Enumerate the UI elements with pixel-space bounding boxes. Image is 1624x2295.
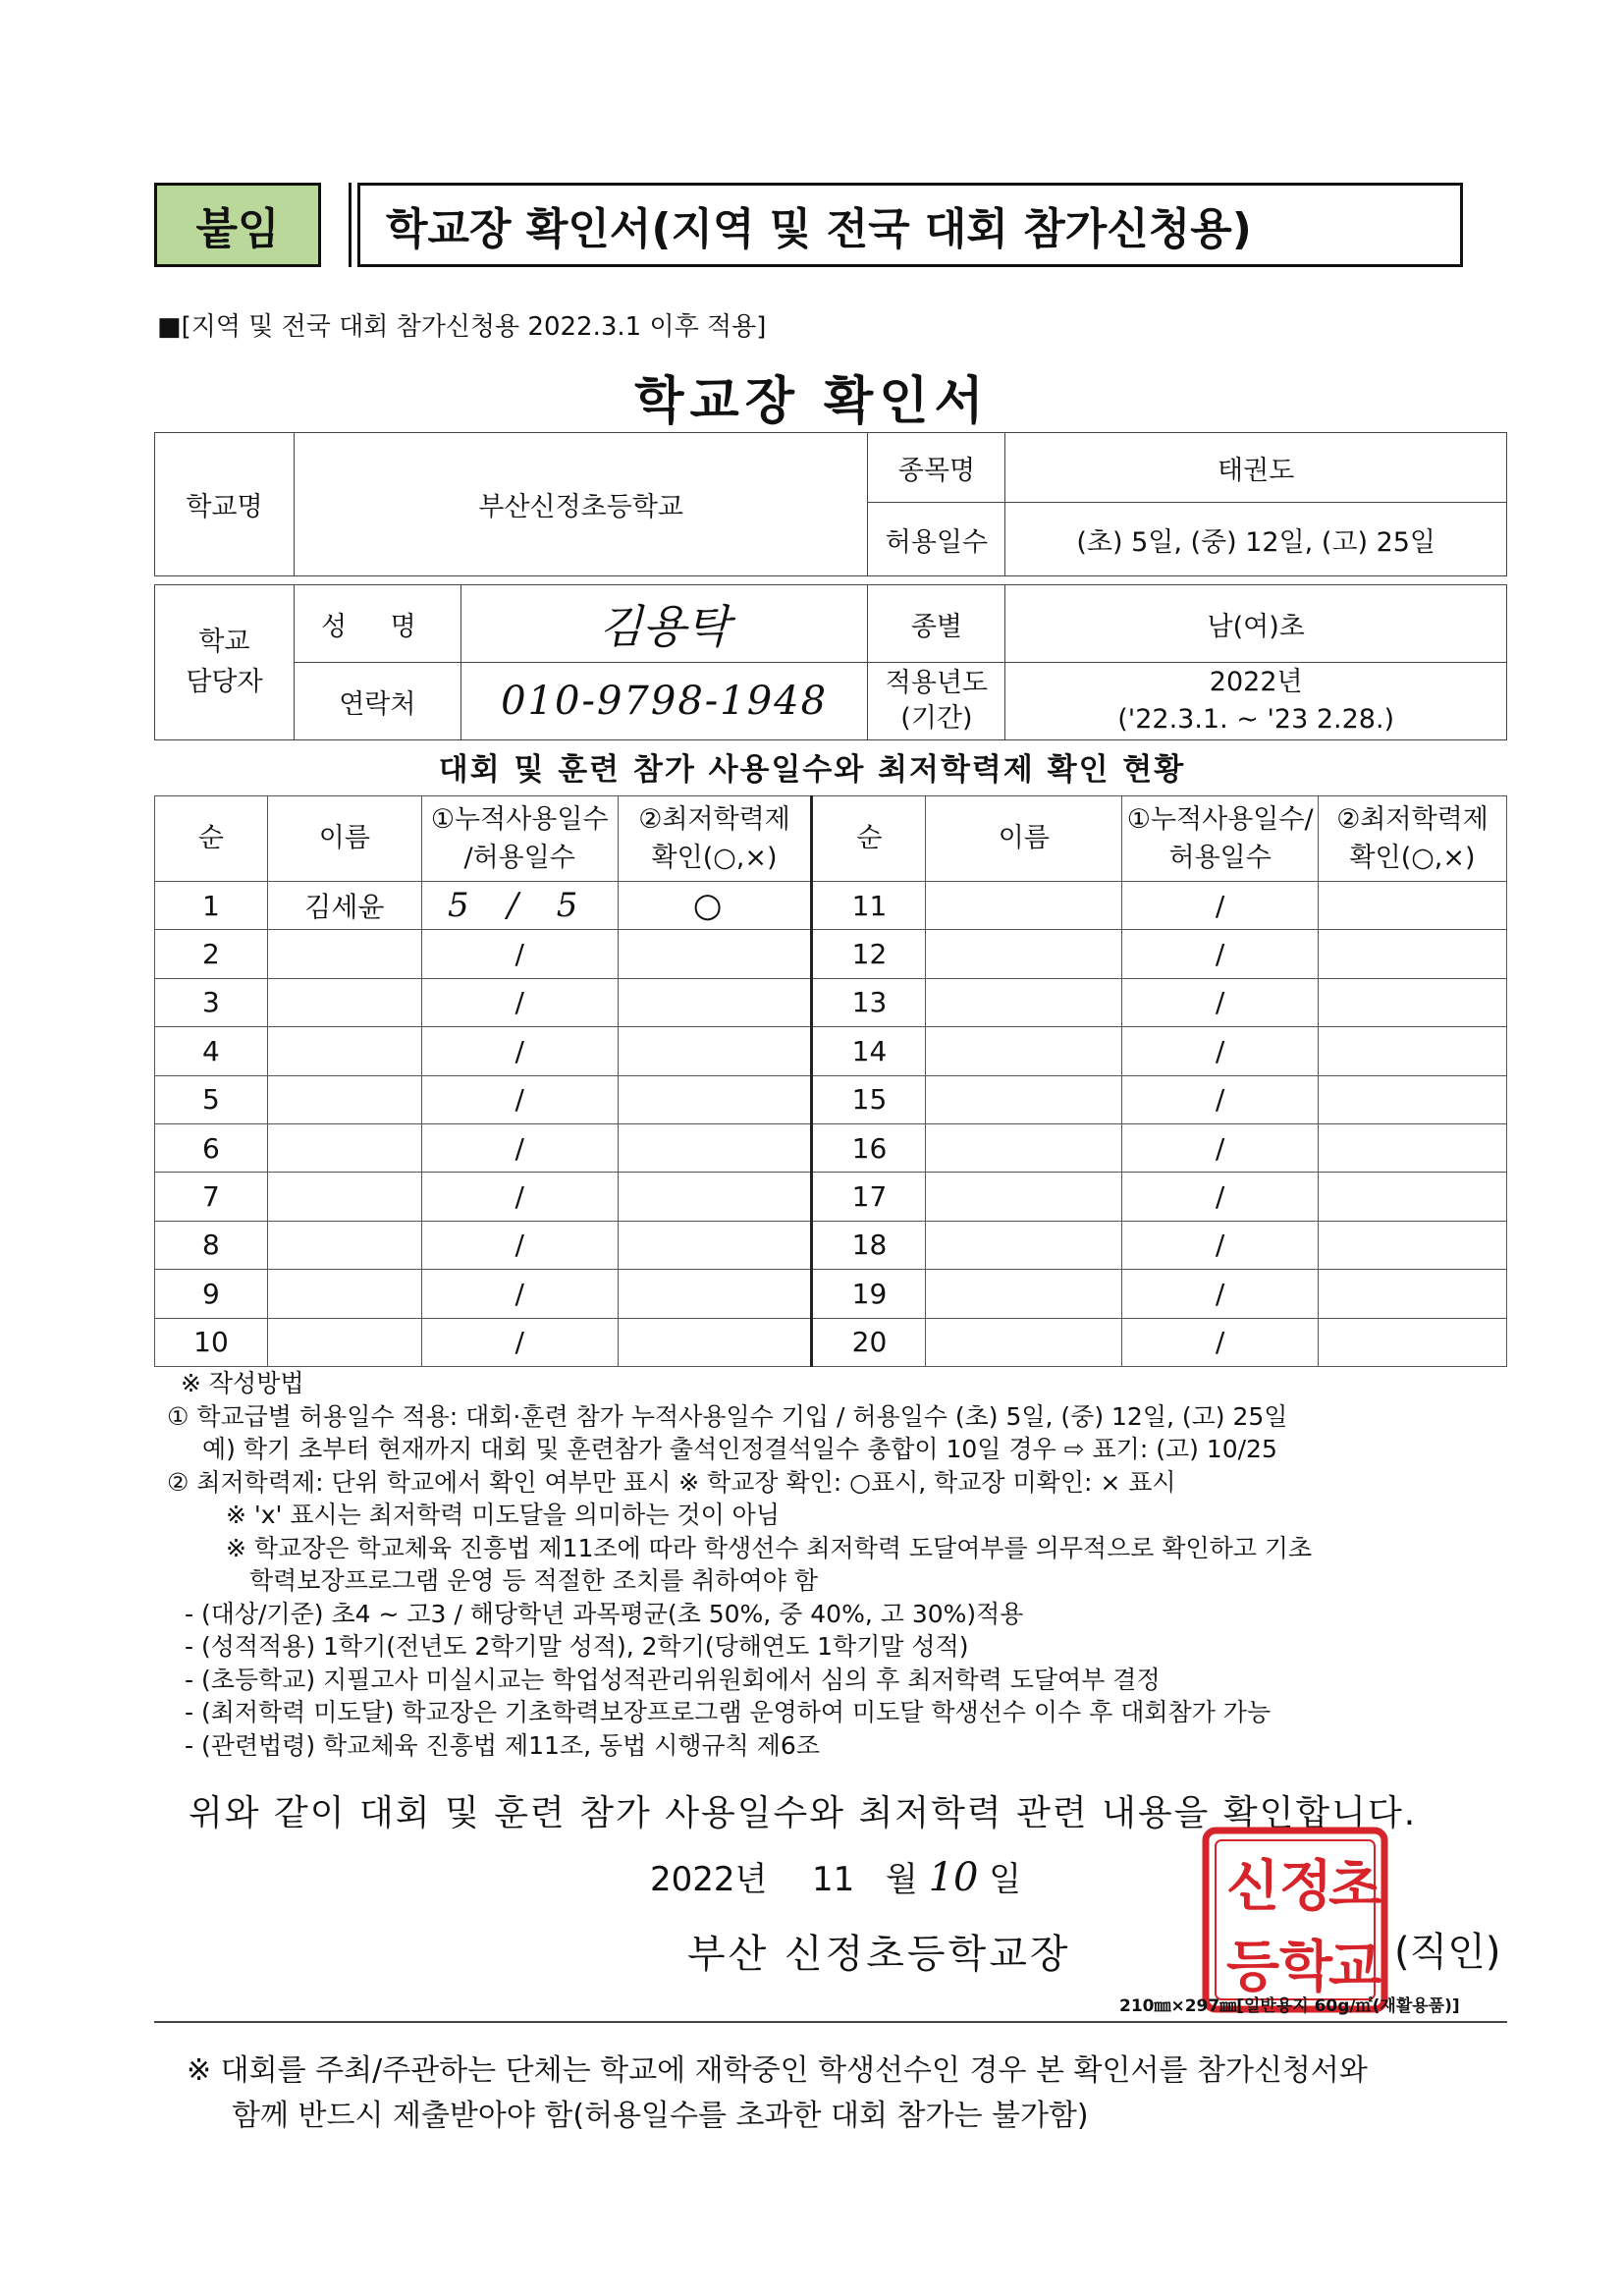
date-day-handwritten: 10: [928, 1855, 979, 1900]
instruction-line: ※ 'x' 표시는 최저학력 미도달을 의미하는 것이 아님: [226, 1501, 780, 1529]
section-title: 대회 및 훈련 참가 사용일수와 최저학력제 확인 현황: [438, 752, 1186, 788]
row-name-cell: [926, 1221, 1122, 1269]
row-check-cell: [618, 1318, 812, 1366]
row-days-cell: /: [421, 1270, 618, 1318]
row-name-cell: [267, 1075, 421, 1123]
paper-spec: 210㎜×297㎜[일반용지 60g/㎡(재활용품)]: [1119, 1996, 1460, 2016]
row-check-cell: [1319, 978, 1507, 1026]
row-check-cell: [1319, 1318, 1507, 1366]
row-no-cell: 5: [155, 1075, 268, 1123]
col-name-left: 이름: [267, 796, 421, 882]
table-row: [155, 1221, 1507, 1269]
row-check-cell: [618, 1221, 812, 1269]
year-value: 2022년: [1209, 667, 1303, 698]
instruction-line: ① 학교급별 허용일수 적용: 대회·훈련 참가 누적사용일수 기입 / 허용일수 (초) 5일, (중) 12일, (고) 25일: [167, 1401, 1288, 1431]
row-no-cell: 11: [812, 882, 926, 930]
row-check-cell: [618, 1123, 812, 1172]
contact-handwritten: 010-9798-1948: [460, 663, 868, 740]
row-name-cell: [267, 1027, 421, 1075]
school-name-value: 부산신정초등학교: [294, 433, 868, 576]
row-check-cell: [1319, 882, 1507, 930]
row-no-cell: 20: [812, 1318, 926, 1366]
row-days-cell: /: [421, 1027, 618, 1075]
instruction-line: 예) 학기 초부터 현재까지 대회 및 훈련참가 출석인정결석일수 총합이 10일 경우 ⇨ 표기: (고) 10/25: [202, 1435, 1277, 1463]
allowed-days-value: (초) 5일, (중) 12일, (고) 25일: [1005, 503, 1507, 576]
row-no-cell: 2: [155, 930, 268, 978]
row-name-cell: [926, 1027, 1122, 1075]
table-row: [155, 1027, 1507, 1075]
footer-line-2: 함께 반드시 제출받아야 함(허용일수를 초과한 대회 참가는 불가함): [232, 2099, 1089, 2133]
row-name-cell: [267, 978, 421, 1026]
row-days-cell: /: [1122, 1075, 1319, 1123]
row-days-cell: /: [1122, 1221, 1319, 1269]
row-no-cell: 14: [812, 1027, 926, 1075]
col-no-left: 순: [155, 796, 268, 882]
school-info-table: [154, 432, 1507, 740]
table-row: [155, 1123, 1507, 1172]
document-header-title: 학교장 확인서(지역 및 전국 대회 참가신청용): [357, 183, 1463, 267]
row-days-cell: /: [421, 930, 618, 978]
row-name-cell: [926, 1173, 1122, 1221]
period-value: ('22.3.1. ~ '23 2.28.): [1117, 704, 1395, 735]
row-days-cell: /: [1122, 1270, 1319, 1318]
event-label: 종목명: [868, 433, 1005, 503]
table-row: [155, 1270, 1507, 1318]
row-name-cell: [926, 882, 1122, 930]
divider: [154, 2021, 1507, 2023]
row-name-cell: [267, 1270, 421, 1318]
instruction-line: - (최저학력 미도달) 학교장은 기초학력보장프로그램 운영하여 미도달 학생선수 이수 후 대회참가 가능: [185, 1698, 1272, 1726]
category-label: 종별: [868, 585, 1005, 663]
svg-text:교: 교: [1327, 1935, 1382, 1999]
row-check-cell: [1319, 1173, 1507, 1221]
svg-text:정: 정: [1278, 1854, 1333, 1919]
row-check-cell: [618, 978, 812, 1026]
row-check-cell: ○: [618, 882, 812, 930]
row-no-cell: 19: [812, 1270, 926, 1318]
row-days-cell: /: [421, 1075, 618, 1123]
row-no-cell: 10: [155, 1318, 268, 1366]
row-days-cell: /: [1122, 1318, 1319, 1366]
issue-date: [650, 1852, 1021, 1900]
row-days-cell: /: [1122, 1123, 1319, 1172]
row-check-cell: [618, 1270, 812, 1318]
date-year: 2022년: [650, 1860, 768, 1899]
row-name-cell: [926, 1123, 1122, 1172]
row-check-cell: [1319, 1123, 1507, 1172]
table-row: [155, 930, 1507, 978]
status-table: [154, 795, 1507, 1367]
col-check-right: ②최저학력제 확인(○,×): [1319, 796, 1507, 882]
instruction-line: 학력보장프로그램 운영 등 적절한 조치를 취하여야 함: [249, 1566, 818, 1595]
row-check-cell: [618, 930, 812, 978]
date-month: 11: [812, 1860, 855, 1899]
principal-signature-line: 부산 신정초등학교장: [687, 1932, 1071, 1977]
svg-text:신: 신: [1225, 1854, 1280, 1919]
instruction-line: - (성적적용) 1학기(전년도 2학기말 성적), 2학기(당해연도 1학기말 성적): [185, 1632, 969, 1661]
table-row: [155, 1173, 1507, 1221]
row-check-cell: [618, 1173, 812, 1221]
instruction-line: - (초등학교) 지필고사 미실시교는 학업성적관리위원회에서 심의 후 최저학력 도달여부 결정: [185, 1665, 1161, 1694]
row-name-cell: [267, 1318, 421, 1366]
row-days-cell: /: [421, 1221, 618, 1269]
row-no-cell: 9: [155, 1270, 268, 1318]
category-value: 남(여)초: [1005, 585, 1507, 663]
date-month-unit: 월: [885, 1860, 918, 1899]
instruction-line: ② 최저학력제: 단위 학교에서 확인 여부만 표시 ※ 학교장 확인: ○표시, 학교장 미확인: × 표시: [167, 1467, 1176, 1497]
row-name-cell: [926, 1270, 1122, 1318]
footer-line-1: ※ 대회를 주최/주관하는 단체는 학교에 재학중인 학생선수인 경우 본 확인서를 참가신청서와: [187, 2053, 1368, 2088]
row-days-cell: /: [1122, 978, 1319, 1026]
row-days-cell: /: [421, 978, 618, 1026]
table-row: [155, 1075, 1507, 1123]
row-check-cell: [1319, 1075, 1507, 1123]
row-no-cell: 15: [812, 1075, 926, 1123]
row-no-cell: 4: [155, 1027, 268, 1075]
row-no-cell: 8: [155, 1221, 268, 1269]
table-row: [155, 882, 1507, 930]
row-days-cell: 5 / 5: [421, 882, 618, 930]
row-name-cell: [926, 978, 1122, 1026]
row-no-cell: 13: [812, 978, 926, 1026]
allowed-days-label: 허용일수: [868, 503, 1005, 576]
confirmation-statement: 위와 같이 대회 및 훈련 참가 사용일수와 최저학력 관련 내용을 확인합니다.: [189, 1793, 1418, 1833]
row-check-cell: [618, 1027, 812, 1075]
row-check-cell: [1319, 1270, 1507, 1318]
contact-label: 연락처: [294, 663, 460, 740]
row-name-cell: [267, 1123, 421, 1172]
row-days-cell: /: [1122, 930, 1319, 978]
status-header-row: [155, 796, 1507, 882]
school-name-label: 학교명: [155, 433, 295, 576]
stamp-label: (직인): [1394, 1930, 1501, 1975]
col-name-right: 이름: [926, 796, 1122, 882]
name-label: 성 명: [294, 585, 460, 663]
row-no-cell: 16: [812, 1123, 926, 1172]
row-no-cell: 1: [155, 882, 268, 930]
writing-instructions: [167, 1367, 1522, 1762]
col-check-left: ②최저학력제 확인(○,×): [618, 796, 812, 882]
page-title: 학교장 확인서: [634, 372, 990, 431]
row-check-cell: [1319, 930, 1507, 978]
svg-text:초: 초: [1327, 1854, 1382, 1919]
attachment-tag: 붙임: [154, 183, 321, 267]
row-days-cell: /: [421, 1173, 618, 1221]
date-day-unit: 일: [989, 1860, 1022, 1899]
row-no-cell: 17: [812, 1173, 926, 1221]
row-no-cell: 6: [155, 1123, 268, 1172]
row-name-cell: [267, 1221, 421, 1269]
manager-name-handwritten: 김용탁: [460, 585, 868, 663]
row-name-cell: 김세윤: [267, 882, 421, 930]
row-days-cell: /: [421, 1123, 618, 1172]
row-name-cell: [926, 930, 1122, 978]
col-days-left: ①누적사용일수 /허용일수: [421, 796, 618, 882]
col-no-right: 순: [812, 796, 926, 882]
year-label: 적용년도 (기간): [868, 663, 1005, 740]
row-name-cell: [267, 1173, 421, 1221]
row-days-cell: /: [421, 1318, 618, 1366]
row-days-cell: /: [1122, 882, 1319, 930]
row-check-cell: [1319, 1221, 1507, 1269]
row-no-cell: 18: [812, 1221, 926, 1269]
row-no-cell: 7: [155, 1173, 268, 1221]
instructions-heading: ※ 작성방법: [181, 1369, 304, 1397]
instruction-line: ※ 학교장은 학교체육 진흥법 제11조에 따라 학생선수 최저학력 도달여부를 의무적으로 확인하고 기초: [226, 1533, 1313, 1562]
row-check-cell: [1319, 1027, 1507, 1075]
instruction-line: - (대상/기준) 초4 ~ 고3 / 해당학년 과목평균(초 50%, 중 40%, 고 30%)적용: [185, 1599, 1024, 1628]
row-name-cell: [926, 1075, 1122, 1123]
row-days-cell: /: [1122, 1027, 1319, 1075]
table-row: [155, 978, 1507, 1026]
row-name-cell: [926, 1318, 1122, 1366]
official-seal: [1200, 1825, 1390, 2015]
svg-text:등: 등: [1225, 1935, 1280, 1999]
instruction-line: - (관련법령) 학교체육 진흥법 제11조, 동법 시행규칙 제6조: [185, 1730, 820, 1760]
row-name-cell: [267, 930, 421, 978]
school-manager-label: 학교 담당자: [155, 585, 295, 740]
applicability-notice: ■[지역 및 전국 대회 참가신청용 2022.3.1 이후 적용]: [157, 312, 767, 342]
footer-note: [187, 2049, 1368, 2139]
col-days-right: ①누적사용일수/ 허용일수: [1122, 796, 1319, 882]
row-no-cell: 3: [155, 978, 268, 1026]
svg-text:학: 학: [1278, 1935, 1333, 1999]
row-days-cell: /: [1122, 1173, 1319, 1221]
table-row: [155, 1318, 1507, 1366]
year-cell: [1005, 663, 1507, 740]
row-check-cell: [618, 1075, 812, 1123]
event-value: 태권도: [1005, 433, 1507, 503]
row-no-cell: 12: [812, 930, 926, 978]
